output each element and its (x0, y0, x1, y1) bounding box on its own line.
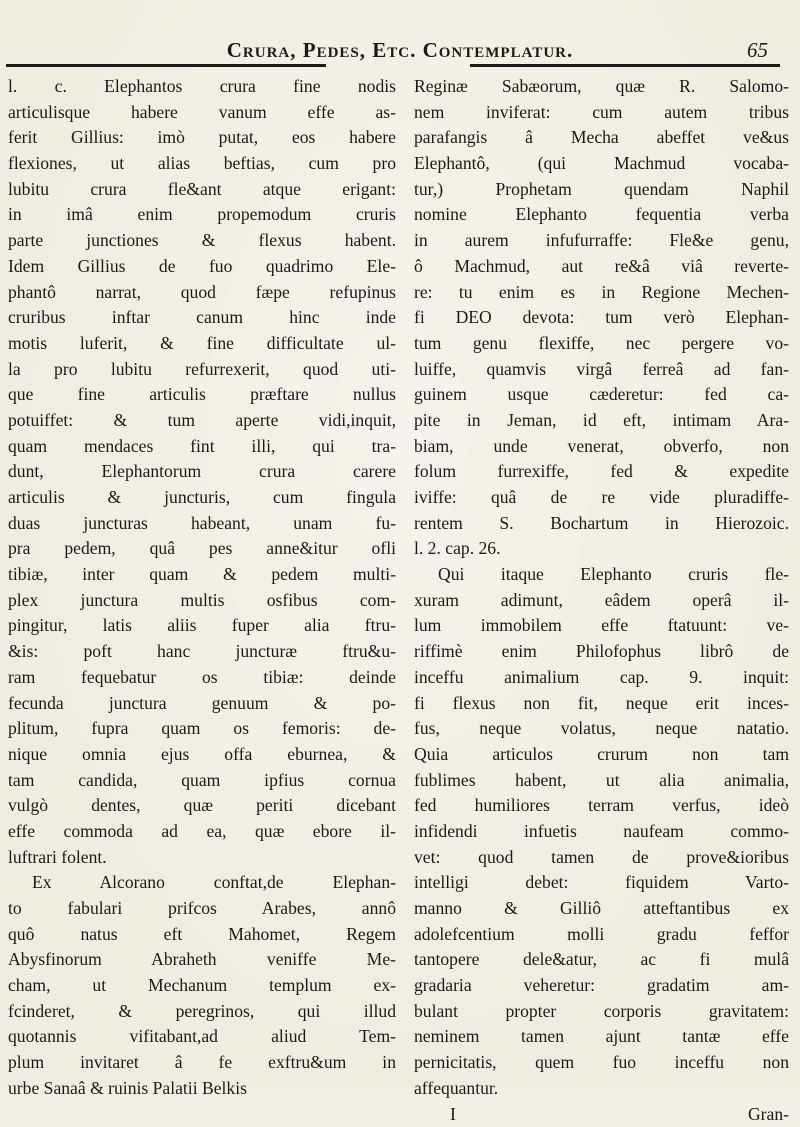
right-column-line: adolefcentium molli gradu feffor (414, 922, 789, 948)
right-column-line: nomine Elephanto fequentia verba (414, 202, 789, 228)
left-column-line: plex junctura multis osfibus com- (8, 588, 396, 614)
left-column-line: in imâ enim propemodum cruris (8, 202, 396, 228)
right-column-line: manno & Gilliô atteftantibus ex (414, 896, 789, 922)
right-column-line: neminem tamen ajunt tantæ effe (414, 1024, 789, 1050)
right-column-line: parafangis â Mecha abeffet ve&us (414, 125, 789, 151)
catchword: Gran- (748, 1102, 789, 1127)
right-column-line: biam, unde venerat, obverfo, non (414, 434, 789, 460)
left-column-line: motis luferit, & fine difficultate ul- (8, 331, 396, 357)
right-column-line: folum furrexiffe, fed & expedite (414, 459, 789, 485)
left-column-line: ram fequebatur os tibiæ: deinde (8, 665, 396, 691)
right-column-line: nem inviferat: cum autem tribus (414, 100, 789, 126)
left-column-line: la pro lubitu refurrexerit, quod uti- (8, 357, 396, 383)
left-column-line: potuiffet: & tum aperte vidi,inquit, (8, 408, 396, 434)
left-column-line: tibiæ, inter quam & pedem multi- (8, 562, 396, 588)
left-column-line: ferit Gillius: imò putat, eos habere (8, 125, 396, 151)
left-column-line: urbe Sanaâ & ruinis Palatii Belkis (8, 1076, 396, 1102)
left-column-line: plitum, fupra quam os femoris: de- (8, 716, 396, 742)
left-column-line: flexiones, ut alias beftias, cum pro (8, 151, 396, 177)
page-header (0, 38, 800, 68)
right-column-line: xuram adimunt, eâdem operâ il- (414, 588, 789, 614)
right-column-line: bulant propter corporis gravitatem: (414, 999, 789, 1025)
right-column-line: l. 2. cap. 26. (414, 536, 789, 562)
left-column-line: cham, ut Mechanum templum ex- (8, 973, 396, 999)
right-column-line: fi flexus non fit, neque erit inces- (414, 691, 789, 717)
left-column-line: Abysfinorum Abraheth veniffe Me- (8, 947, 396, 973)
left-column-line: l. c. Elephantos crura fine nodis (8, 74, 396, 100)
left-column-line: pingitur, latis aliis fuper alia ftru- (8, 613, 396, 639)
right-column-line: vet: quod tamen de prove&ioribus (414, 845, 789, 871)
header-rule-right (470, 64, 780, 67)
right-column-line: guinem usque cæderetur: fed ca- (414, 382, 789, 408)
right-column-line: inceffu animalium cap. 9. inquit: (414, 665, 789, 691)
right-column-line: riffimè enim Philofophus librô de (414, 639, 789, 665)
left-column-line: Idem Gillius de fuo quadrimo Ele- (8, 254, 396, 280)
signature-mark: I (414, 1102, 456, 1127)
right-column-line: ô Machmud, aut re&â viâ reverte- (414, 254, 789, 280)
right-column-line: fublimes habent, ut alia animalia, (414, 768, 789, 794)
right-column-line: rentem S. Bochartum in Hierozoic. (414, 511, 789, 537)
header-rule-left (6, 64, 326, 67)
right-column-line: pernicitatis, quem fuo inceffu non (414, 1050, 789, 1076)
right-column-line: lum immobilem effe ftatuunt: ve- (414, 613, 789, 639)
right-column (414, 74, 789, 1127)
left-column-line: cruribus inftar canum hinc inde (8, 305, 396, 331)
right-column-line: tur,) Prophetam quendam Naphil (414, 177, 789, 203)
left-column-line: nique omnia ejus offa eburnea, & (8, 742, 396, 768)
right-column-line: Qui itaque Elephanto cruris fle- (414, 562, 789, 588)
left-column-line: parte junctiones & flexus habent. (8, 228, 396, 254)
page-number: 65 (747, 38, 768, 63)
left-column-line: phantô narrat, quod fæpe refupinus (8, 280, 396, 306)
right-column-line: luiffe, quamvis virgâ ferreâ ad fan- (414, 357, 789, 383)
left-column-line: fcinderet, & peregrinos, qui illud (8, 999, 396, 1025)
left-column (8, 74, 396, 1102)
right-column-line: iviffe: quâ de re vide pluradiffe- (414, 485, 789, 511)
right-column-line: fed humiliores terram verfus, ideò (414, 793, 789, 819)
right-column-line: fi DEO devota: tum verò Elephan- (414, 305, 789, 331)
right-column-line: fus, neque volatus, neque natatio. (414, 716, 789, 742)
right-column-line: re: tu enim es in Regione Mechen- (414, 280, 789, 306)
right-column-line: tum genu flexiffe, nec pergere vo- (414, 331, 789, 357)
left-column-line: quam mendaces fint illi, qui tra- (8, 434, 396, 460)
right-column-line: gradaria veheretur: gradatim am- (414, 973, 789, 999)
right-column-line: Reginæ Sabæorum, quæ R. Salomo- (414, 74, 789, 100)
right-column-line: in aurem infufurraffe: Fle&e genu, (414, 228, 789, 254)
right-column-line: pite in Jeman, id eft, intimam Ara- (414, 408, 789, 434)
left-column-line: vulgò dentes, quæ periti dicebant (8, 793, 396, 819)
right-column-line: Elephantô, (qui Machmud vocaba- (414, 151, 789, 177)
left-column-line: &is: poft hanc juncturæ ftru&u- (8, 639, 396, 665)
left-column-line: fecunda junctura genuum & po- (8, 691, 396, 717)
footer-line (414, 1102, 789, 1127)
left-column-line: tam candida, quam ipfius cornua (8, 768, 396, 794)
right-column-line: tantopere dele&atur, ac fi mulâ (414, 947, 789, 973)
left-column-line: quô natus eft Mahomet, Regem (8, 922, 396, 948)
left-column-line: que fine articulis præftare nullus (8, 382, 396, 408)
right-column-line: Quia articulos crurum non tam (414, 742, 789, 768)
left-column-line: lubitu crura fle&ant atque erigant: (8, 177, 396, 203)
left-column-line: articulisque habere vanum effe as- (8, 100, 396, 126)
right-column-line: intelligi debet: fiquidem Varto- (414, 870, 789, 896)
left-column-line: to fabulari prifcos Arabes, annô (8, 896, 396, 922)
right-column-line: affequantur. (414, 1076, 789, 1102)
running-head: Crura, Pedes, Etc. Contemplatur. (0, 38, 800, 63)
left-column-line: quotannis vifitabant,ad aliud Tem- (8, 1024, 396, 1050)
left-column-line: dunt, Elephantorum crura carere (8, 459, 396, 485)
left-column-line: pra pedem, quâ pes anne&itur ofli (8, 536, 396, 562)
right-column-line: infidendi infuetis naufeam commo- (414, 819, 789, 845)
left-column-line: articulis & juncturis, cum fingula (8, 485, 396, 511)
left-column-line: duas juncturas habeant, unam fu- (8, 511, 396, 537)
left-column-line: plum invitaret â fe exftru&um in (8, 1050, 396, 1076)
left-column-line: effe commoda ad ea, quæ ebore il- (8, 819, 396, 845)
left-column-line: luftrari folent. (8, 845, 396, 871)
left-column-line: Ex Alcorano conftat,de Elephan- (8, 870, 396, 896)
